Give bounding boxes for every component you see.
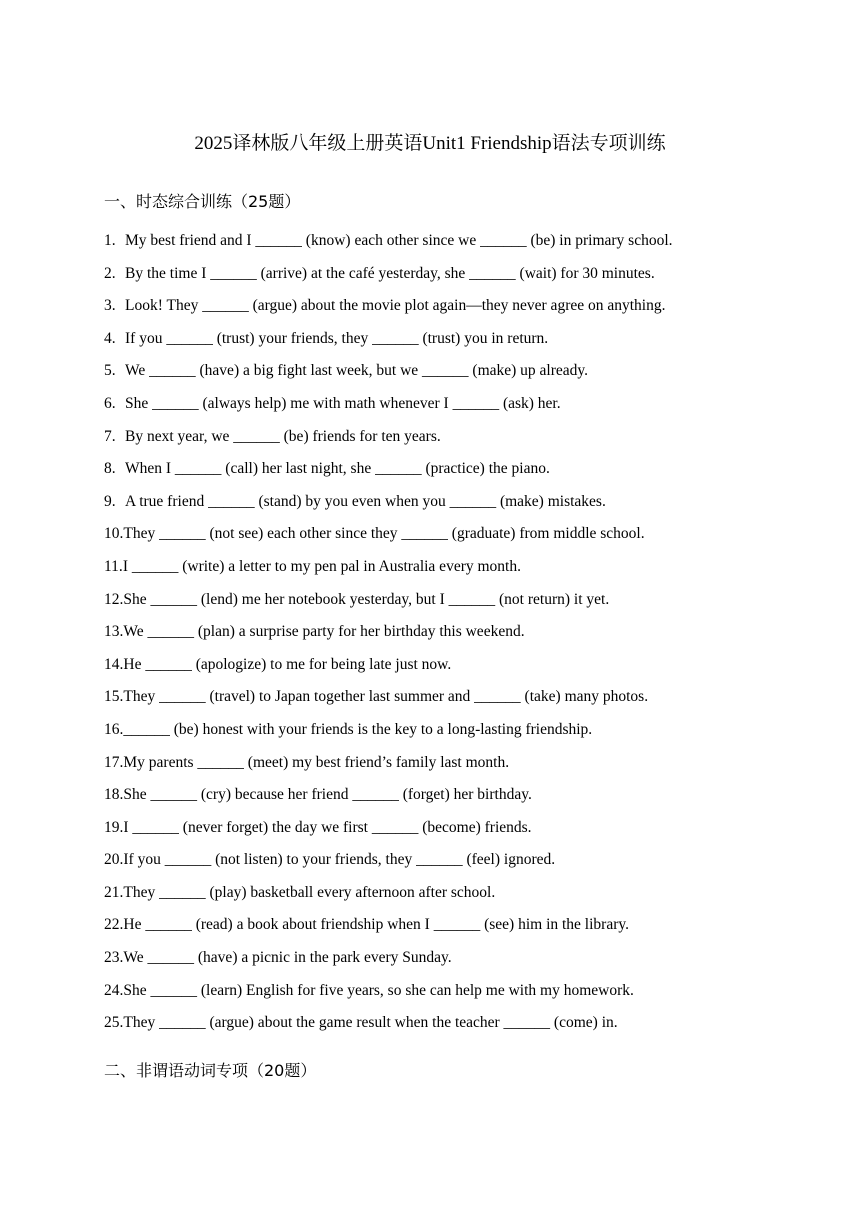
question-text: If you ______ (trust) your friends, they ______ (trust) you in return. [125,329,549,347]
question-number: 16. [104,720,124,738]
question-text: She ______ (always help) me with math whenever I ______ (ask) her. [125,394,561,412]
question-number: 14. [104,655,124,673]
question-number: 1. [104,232,116,249]
question-item [104,229,784,262]
question-text: Look! They ______ (argue) about the movie plot again—they never agree on anything. [125,297,666,315]
question-text: She ______ (lend) me her notebook yesterday, but I ______ (not return) it yet. [123,590,610,608]
question-number: 23. [104,949,124,967]
question-item [104,392,784,425]
question-text: I ______ (write) a letter to my pen pal in Australia every month. [122,557,521,575]
question-item [104,620,784,653]
question-text: He ______ (apologize) to me for being late just now. [123,655,452,673]
question-text: They ______ (play) basketball every afternoon after school. [123,883,496,901]
question-number: 7. [104,427,116,445]
question-text: My parents ______ (meet) my best friend’s family last month. [123,753,510,771]
question-text: She ______ (cry) because her friend ______ (forget) her birthday. [123,786,532,804]
question-text: By next year, we ______ (be) friends for ten years. [125,427,441,445]
question-item [104,490,784,523]
question-number: 21. [104,883,124,901]
question-item [104,848,784,881]
question-text: My best friend and I ______ (know) each other since we ______ (be) in primary school. [125,232,673,249]
question-number: 9. [104,492,116,510]
question-number: 2. [104,264,116,282]
question-number: 20. [104,851,124,869]
question-number: 5. [104,362,116,380]
question-text: She ______ (learn) English for five years, so she can help me with my homework. [123,981,634,999]
question-item [104,816,784,849]
question-item [104,881,784,914]
question-item [104,425,784,458]
question-text: ______ (be) honest with your friends is the key to a long-lasting friendship. [123,720,593,738]
section-heading-tense: 一、时态综合训练（25题） [104,192,301,211]
question-item [104,588,784,621]
question-item [104,359,784,392]
question-item [104,555,784,588]
question-number: 3. [104,297,116,315]
question-number: 22. [104,916,124,934]
question-text: When I ______ (call) her last night, she ______ (practice) the piano. [125,460,550,478]
question-text: By the time I ______ (arrive) at the café yesterday, she ______ (wait) for 30 minutes. [125,264,655,282]
question-text: They ______ (not see) each other since they ______ (graduate) from middle school. [123,525,645,543]
question-text: A true friend ______ (stand) by you even when you ______ (make) mistakes. [125,492,606,510]
question-number: 18. [104,786,124,804]
question-number: 4. [104,329,116,347]
question-text: I ______ (never forget) the day we first ______ (become) friends. [123,818,532,836]
question-item [104,294,784,327]
question-number: 8. [104,460,116,478]
question-number: 6. [104,394,116,412]
question-item [104,522,784,555]
question-number: 24. [104,981,124,999]
question-item [104,913,784,946]
question-text: They ______ (argue) about the game result when the teacher ______ (come) in. [123,1014,618,1032]
question-number: 12. [104,590,124,608]
question-list [104,229,784,1044]
question-text: We ______ (have) a big fight last week, but we ______ (make) up already. [125,362,589,380]
question-number: 25. [104,1014,124,1032]
section-heading-nonfinite: 二、非谓语动词专项（20题） [104,1061,317,1080]
question-item [104,946,784,979]
question-number: 19. [104,818,124,836]
question-text: He ______ (read) a book about friendship when I ______ (see) him in the library. [123,916,629,934]
question-item [104,1011,784,1044]
question-item [104,979,784,1012]
question-number: 10. [104,525,124,543]
question-number: 17. [104,753,124,771]
question-item [104,457,784,490]
question-item [104,783,784,816]
question-item [104,653,784,686]
question-text: We ______ (plan) a surprise party for her birthday this weekend. [123,623,525,641]
question-number: 11. [104,557,123,575]
question-text: They ______ (travel) to Japan together last summer and ______ (take) many photos. [123,688,649,706]
document-title: 2025译林版八年级上册英语Unit1 Friendship语法专项训练 [194,133,666,154]
question-number: 13. [104,623,124,641]
question-text: If you ______ (not listen) to your friends, they ______ (feel) ignored. [123,851,556,869]
question-item [104,262,784,295]
question-item [104,718,784,751]
question-text: We ______ (have) a picnic in the park every Sunday. [123,949,452,967]
question-number: 15. [104,688,124,706]
question-item [104,685,784,718]
question-item [104,327,784,360]
question-item [104,751,784,784]
